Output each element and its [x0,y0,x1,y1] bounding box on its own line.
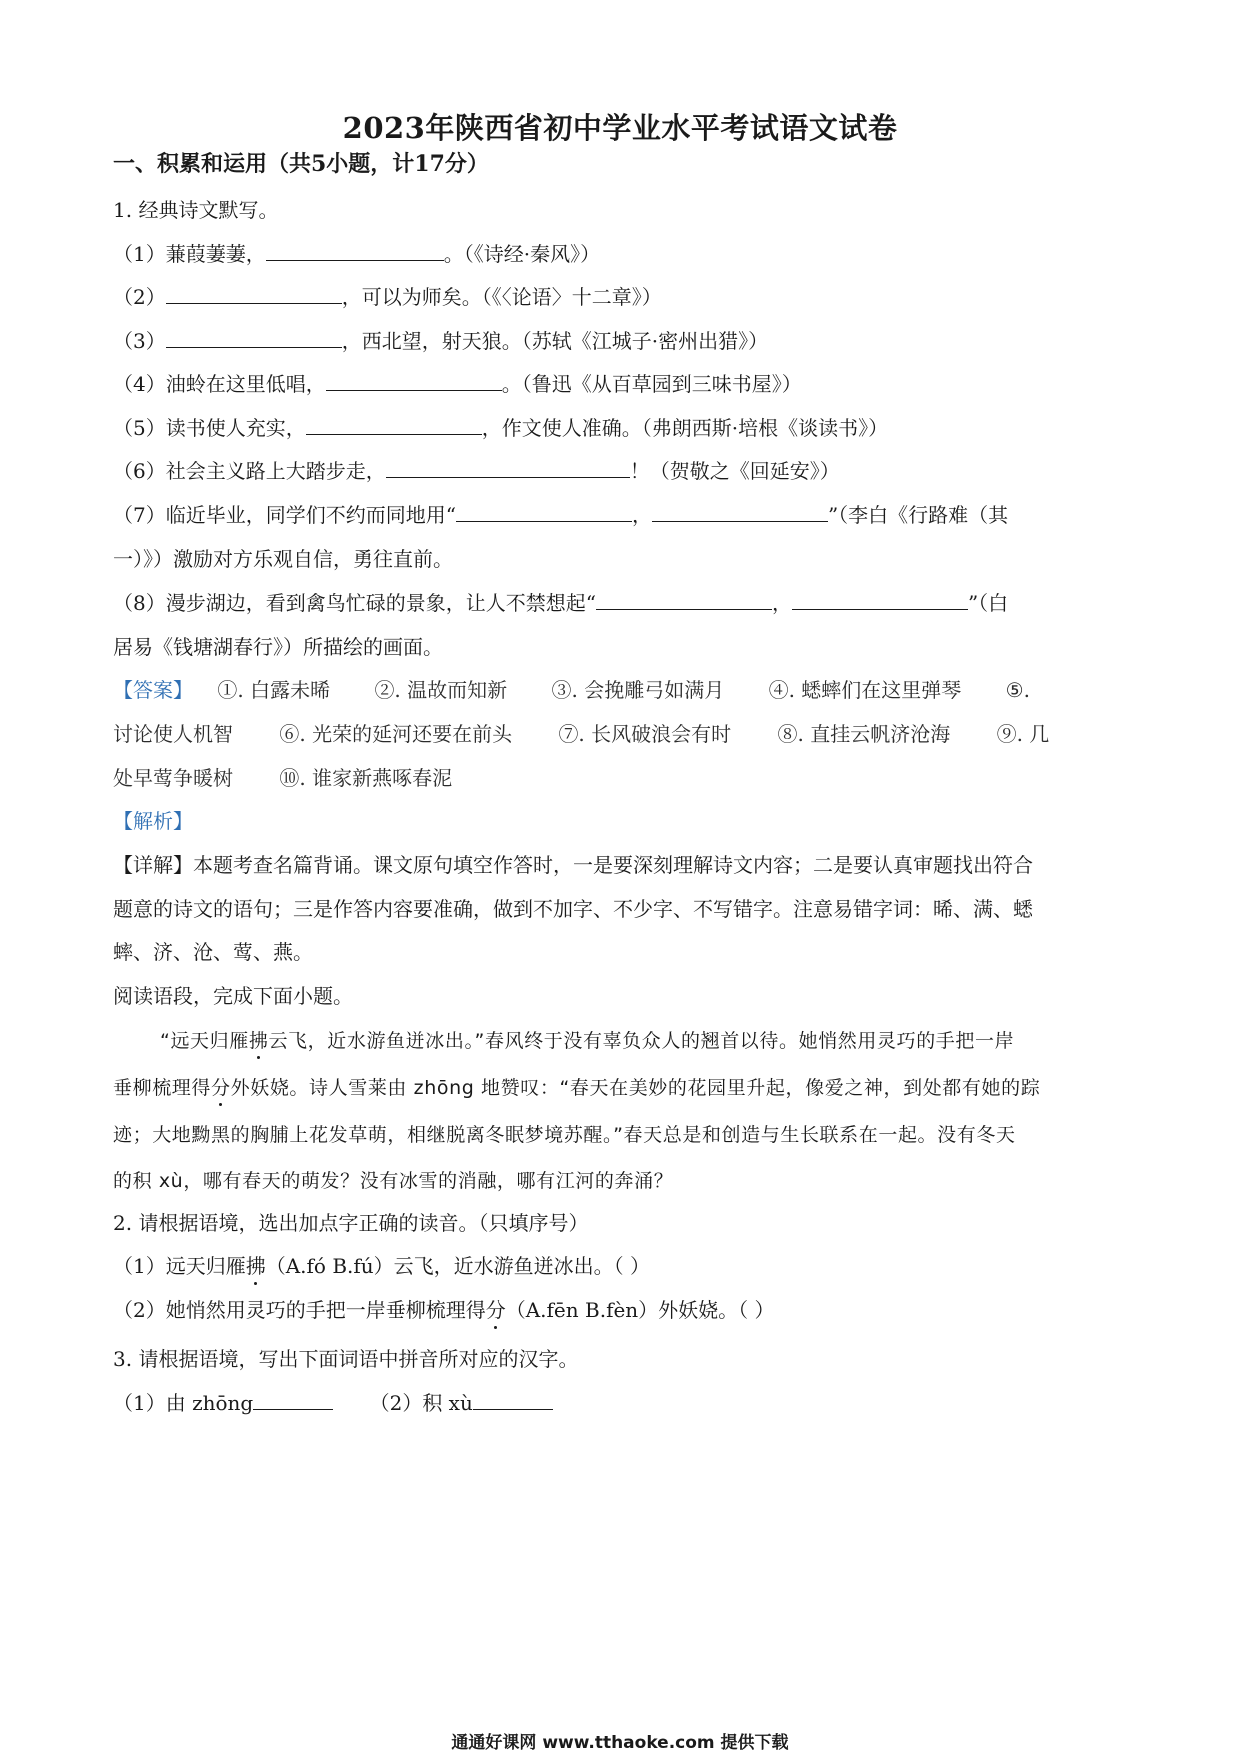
q1-item-2-pre: （2） [113,285,166,309]
dotted-char: 拂 [245,1254,266,1278]
analysis-tag: 【解析】 [113,809,193,833]
q1-item-6 [113,457,1133,485]
answer-tag: 【答案】 [113,678,193,702]
dotted-char: 分 [485,1298,506,1322]
answer-line-3 [113,764,1133,792]
answer-item: 讨论使人机智 [113,722,233,746]
answer-line-2 [113,720,1133,748]
passage-text: 外妖娆。诗人雪莱由 zhōng 地赞叹：“春天在美妙的花园里升起，像爱之神，到处都有她的踪 [230,1077,1041,1099]
footer-source: 通通好课网 www.tthaoke.com 提供下载 [451,1733,789,1753]
answer-line-1 [113,676,1133,704]
answer-blank[interactable] [166,327,342,348]
detail-tag: 【详解】 [113,853,193,877]
q1-item-4 [113,370,1133,398]
answer-blank[interactable] [386,457,630,478]
answer-item: ⑧. 直挂云帆济沧海 [777,722,951,746]
q2-item-1 [113,1252,1133,1280]
answer-item: ⑤. [1005,678,1030,702]
answer-blank[interactable] [326,370,502,391]
q1-item-7-pre: （7）临近毕业，同学们不约而同地用“ [113,503,456,527]
q1-item-8 [113,589,1133,617]
q1-item-7 [113,501,1133,529]
passage-text: 垂柳梳理得 [113,1077,212,1099]
reading-intro: 阅读语段，完成下面小题。 [113,984,353,1008]
passage-line-4: 的积 xù，哪有春天的萌发？没有冰雪的消融，哪有江河的奔涌？ [113,1170,674,1192]
dotted-char: 分 [211,1077,231,1099]
page-title: 2023年陕西省初中学业水平考试语文试卷 [342,111,898,145]
answer-item: ⑦. 长风破浪会有时 [558,722,732,746]
dotted-char: 拂 [248,1030,269,1052]
q1-item-5 [113,414,1133,442]
q1-item-8-line-2: 居易《钱塘湖春行》）所描绘的画面。 [113,635,443,659]
q1-item-4-post: 。（鲁迅《从百草园到三味书屋》） [501,372,802,396]
answer-blank[interactable] [306,414,482,435]
q1-item-6-pre: （6）社会主义路上大踏步走， [113,459,386,483]
q1-item-3-pre: （3） [113,329,166,353]
answer-item: ③. 会挽雕弓如满月 [551,678,725,702]
q1-item-5-pre: （5）读书使人充实， [113,416,306,440]
q1-item-5-post: ，作文使人准确。（弗朗西斯·培根《谈读书》） [481,416,889,440]
answer-item: ⑥. 光荣的延河还要在前头 [279,722,513,746]
passage-text: “远天归雁 [160,1030,249,1052]
passage-line-2 [113,1074,1133,1102]
analysis-line-1 [113,851,1133,879]
answer-item: ④. 蟋蟀们在这里弹琴 [768,678,962,702]
answer-blank[interactable] [456,501,632,522]
q1-item-1-pre: （1）蒹葭萋萋， [113,242,266,266]
answer-blank[interactable] [166,283,342,304]
q1-item-1-post: 。（《诗经·秦风》） [443,242,601,266]
q1-item-6-post: ！（贺敬之《回延安》） [629,459,840,483]
question-2-stem: 2. 请根据语境，选出加点字正确的读音。（只填序号） [113,1211,589,1235]
q2-text: （1）远天归雁 [113,1254,246,1278]
passage-text: 云飞，近水游鱼迸冰出。”春风终于没有辜负众人的翘首以待。她悄然用灵巧的手把一岸 [268,1030,1015,1052]
answer-blank[interactable] [792,589,968,610]
q2-item-2 [113,1296,1133,1324]
q1-item-7-line-2: 一）》）激励对方乐观自信，勇往直前。 [113,547,453,571]
question-3-stem: 3. 请根据语境，写出下面词语中拼音所对应的汉字。 [113,1347,579,1371]
q1-item-3-post: ，西北望，射天狼。（苏轼《江城子·密州出猎》） [341,329,769,353]
answer-item: ⑩. 谁家新燕啄春泥 [279,766,453,790]
passage-line-1 [160,1027,1130,1055]
analysis-text: 本题考查名篇背诵。课文原句填空作答时，一是要深刻理解诗文内容；二是要认真审题找出符合 [193,853,1033,877]
q1-item-7-mid: ， [631,503,652,527]
q1-item-2-post: ，可以为师矣。（《〈论语〉十二章》） [341,285,662,309]
answer-blank[interactable] [652,501,828,522]
q1-item-2 [113,283,1133,311]
q3-item-2: （2）积 xù [369,1391,473,1415]
analysis-line-2: 题意的诗文的语句；三是作答内容要准确，做到不加字、不少字、不写错字。注意易错字词：晞、满、蟋 [113,897,1033,921]
analysis-line-3: 蟀、济、沧、莺、燕。 [113,940,313,964]
q3-items [113,1389,1133,1417]
answer-item: 处早莺争暖树 [113,766,233,790]
answer-blank[interactable] [266,240,444,261]
question-1-stem: 1. 经典诗文默写。 [113,198,279,222]
q1-item-4-pre: （4）油蛉在这里低唱， [113,372,326,396]
q2-text: （2）她悄然用灵巧的手把一岸垂柳梳理得 [113,1298,486,1322]
q1-item-8-post: ”（白 [967,591,1009,615]
q1-item-1 [113,240,1133,268]
q3-item-1: （1）由 zhōng [113,1391,254,1415]
q1-item-8-mid: ， [771,591,792,615]
answer-blank[interactable] [596,589,772,610]
section-heading: 一、积累和运用（共5小题，计17分） [113,151,489,177]
answer-blank[interactable] [473,1389,553,1410]
q1-item-7-post: ”（李白《行路难（其 [827,503,1009,527]
q1-item-8-pre: （8）漫步湖边，看到禽鸟忙碌的景象，让人不禁想起“ [113,591,596,615]
q2-text: （A.fó B.fú）云飞，近水游鱼迸冰出。（ ） [265,1254,651,1278]
answer-item: ①. 白露未晞 [217,678,331,702]
q2-text: （A.fēn B.fèn）外妖娆。（ ） [505,1298,775,1322]
answer-blank[interactable] [253,1389,333,1410]
q1-item-3 [113,327,1133,355]
passage-line-3: 迹；大地黝黑的胸脯上花发草萌，相继脱离冬眠梦境苏醒。”春天总是和创造与生长联系在一起。没有冬天 [113,1124,1016,1146]
answer-item: ⑨. 几 [996,722,1050,746]
answer-item: ②. 温故而知新 [374,678,508,702]
